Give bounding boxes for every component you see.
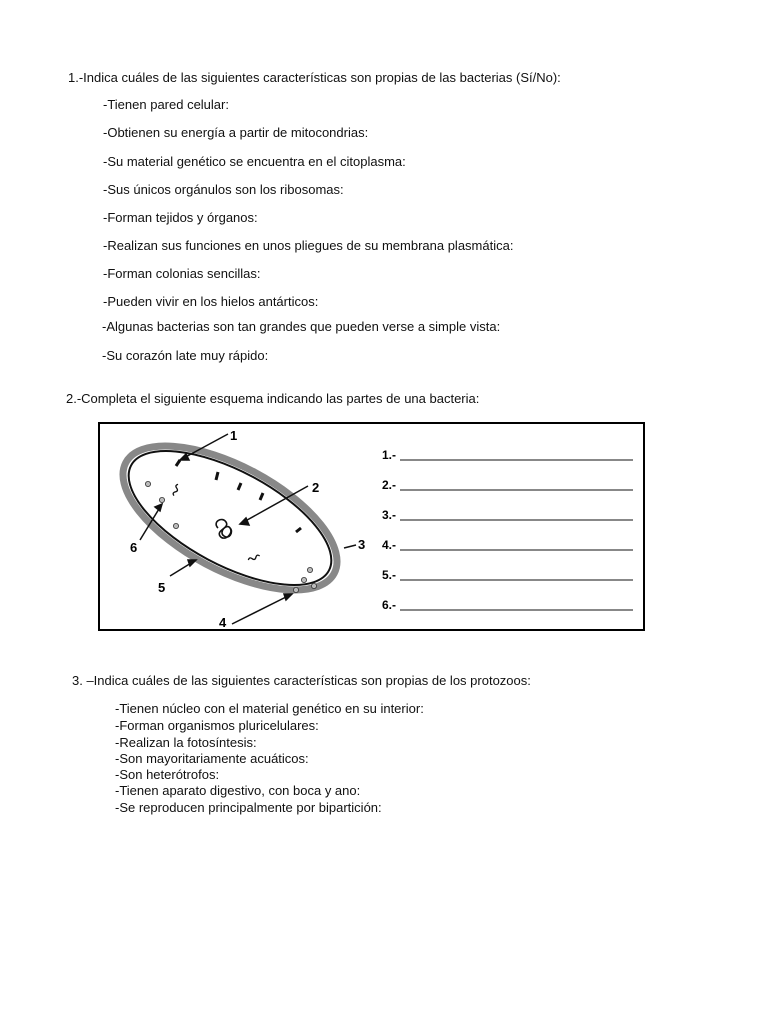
q1-item-6: -Realizan sus funciones en unos pliegues de su membrana plasmática: (103, 238, 514, 253)
diagram-number-6: 6 (130, 540, 138, 555)
blank-label-2: 2.- (382, 478, 397, 492)
diagram-number-2: 2 (312, 480, 320, 495)
q3-item-4: -Son mayoritariamente acuáticos: (115, 751, 309, 766)
question-1-title: 1.-Indica cuáles de las siguientes características son propias de las bacterias (Sí/No): (68, 70, 561, 85)
q1-item-1: -Tienen pared celular: (103, 97, 229, 112)
q3-item-2: -Forman organismos pluricelulares: (115, 718, 319, 733)
q1-item-7: -Forman colonias sencillas: (103, 266, 261, 281)
q1-item-3: -Su material genético se encuentra en el citoplasma: (103, 154, 406, 169)
blank-label-5: 5.- (382, 568, 397, 582)
ribosome (159, 497, 164, 502)
q1-item-2: -Obtienen su energía a partir de mitocondrias: (103, 125, 369, 140)
q3-item-5: -Son heterótrofos: (115, 767, 220, 782)
q1-item-9: -Algunas bacterias son tan grandes que pueden verse a simple vista: (102, 319, 501, 334)
q3-item-3: -Realizan la fotosíntesis: (115, 735, 257, 750)
ribosome (311, 583, 316, 588)
bacteria-diagram (98, 422, 645, 631)
blank-label-4: 4.- (382, 538, 397, 552)
diagram-number-1: 1 (230, 428, 238, 443)
q1-item-8: -Pueden vivir en los hielos antárticos: (103, 294, 319, 309)
diagram-number-5: 5 (158, 580, 166, 595)
diagram-number-3: 3 (358, 537, 366, 552)
question-2-title: 2.-Completa el siguiente esquema indicando las partes de una bacteria: (66, 391, 480, 406)
q1-item-4: -Sus únicos orgánulos son los ribosomas: (103, 182, 344, 197)
question-3-title: 3. –Indica cuáles de las siguientes características son propias de los protozoos: (72, 673, 531, 688)
q3-item-1: -Tienen núcleo con el material genético en su interior: (115, 701, 424, 716)
bacteria-illustration (100, 424, 643, 629)
blank-label-3: 3.- (382, 508, 397, 522)
blank-label-6: 6.- (382, 598, 397, 612)
ribosome (173, 523, 178, 528)
q3-item-7: -Se reproducen principalmente por bipartición: (115, 800, 382, 815)
ribosome (307, 567, 312, 572)
q1-item-5: -Forman tejidos y órganos: (103, 210, 258, 225)
blank-label-1: 1.- (382, 448, 397, 462)
ribosome (293, 587, 298, 592)
q1-item-10: -Su corazón late muy rápido: (102, 348, 269, 363)
ribosome (145, 481, 150, 486)
cell-wall (101, 424, 358, 619)
ribosome (301, 577, 306, 582)
diagram-number-4: 4 (219, 615, 227, 629)
q3-item-6: -Tienen aparato digestivo, con boca y ano: (115, 783, 361, 798)
